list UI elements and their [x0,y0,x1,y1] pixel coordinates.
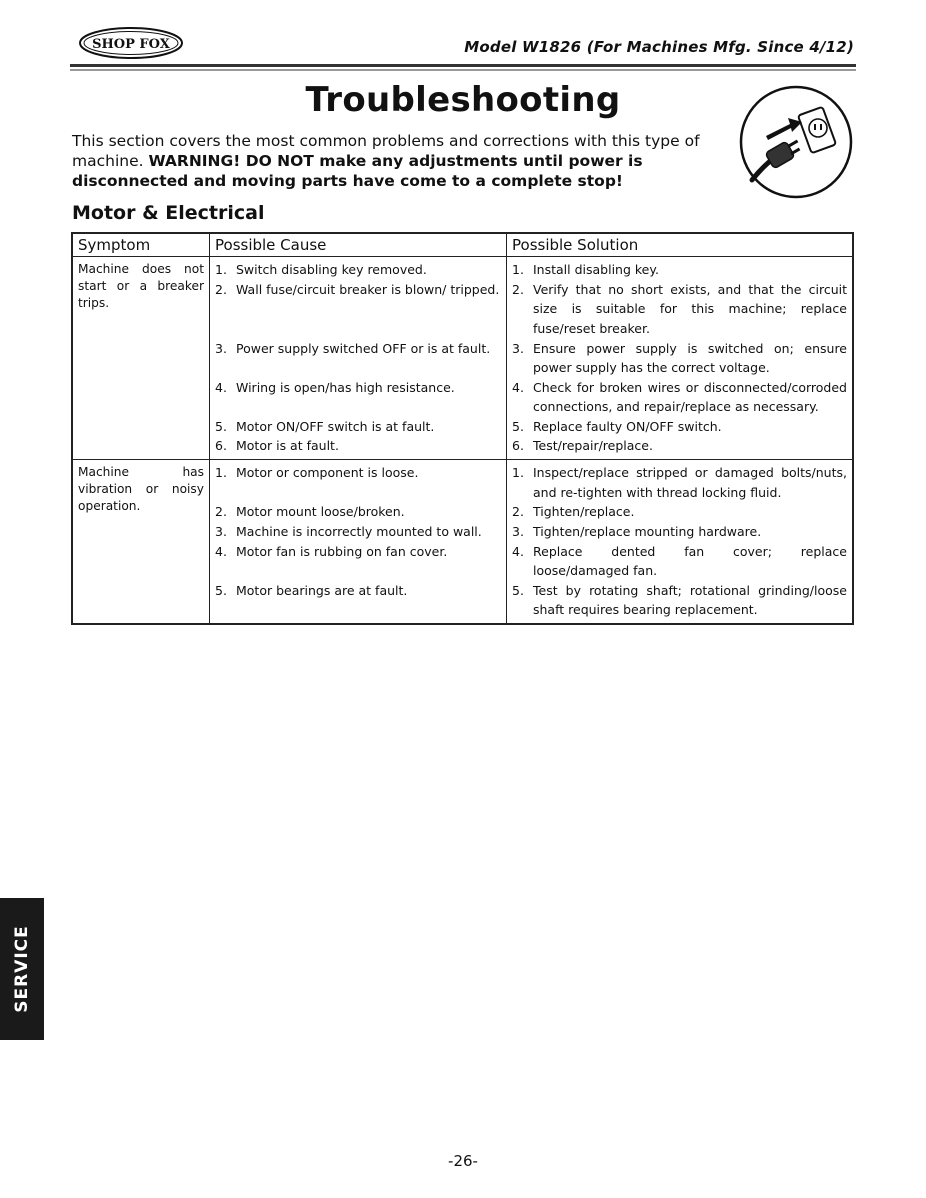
intro-warning: WARNING! DO NOT make any adjustments until power is disconnected and moving parts have come to a complete stop! [72,152,643,190]
solution-item: 4. Replace dented fan cover; replace loose/damaged fan. [512,543,847,579]
table-row [73,460,852,622]
intro-paragraph [72,131,732,191]
solution-item: 6. Test/repair/replace. [512,438,653,454]
symptom-cell: Machine has vibration or noisy operation. [73,460,210,622]
intro-text: This section covers the most common problems and corrections with this type of machine. [72,132,700,170]
troubleshooting-table [71,232,854,625]
cause-item: 4. Wiring is open/has high resistance. [215,379,455,395]
solution-item: 1. Inspect/replace stripped or damaged bolts/nuts, and re-tighten with thread locking fluid. [512,465,847,500]
service-side-tab [0,898,44,1040]
header-possible-solution: Possible Solution [512,236,639,254]
solution-item: 2. Verify that no short exists, and that the circuit size is suitable for this machine; replace fuse/reset breaker. [512,281,847,337]
symptom-cell: Machine does not start or a breaker trips. [73,257,210,459]
header-rule [70,64,856,67]
table-row [73,257,852,460]
model-label: Model W1826 (For Machines Mfg. Since 4/12) [464,38,854,56]
cause-item: 1. Switch disabling key removed. [215,262,427,277]
solution-item: 2. Tighten/replace. [512,504,635,520]
cause-item: 4. Motor fan is rubbing on fan cover. [215,543,448,559]
unplug-power-icon [738,84,854,200]
cause-item: 2. Motor mount loose/broken. [215,504,405,520]
solution-item: 3. Ensure power supply is switched on; ensure power supply has the correct voltage. [512,340,847,376]
cause-item: 1. Motor or component is loose. [215,465,419,481]
solution-item: 5. Replace faulty ON/OFF switch. [512,418,722,434]
cause-item: 3. Power supply switched OFF or is at fault. [215,340,491,356]
cause-cell [210,460,507,622]
cause-item: 6. Motor is at fault. [215,438,339,454]
solution-item: 4. Check for broken wires or disconnected/corroded connections, and repair/replace as necessary. [512,379,847,415]
side-tab-label: SERVICE [12,925,32,1013]
header-possible-cause: Possible Cause [210,234,507,256]
solution-item: 3. Tighten/replace mounting hardware. [512,523,762,539]
cause-item: 5. Motor ON/OFF switch is at fault. [215,418,435,434]
cause-cell [210,257,507,459]
section-title: Motor & Electrical [72,202,265,224]
cause-item: 5. Motor bearings are at fault. [215,582,408,598]
cause-item: 2. Wall fuse/circuit breaker is blown/ tripped. [215,281,500,297]
shop-fox-logo [78,26,184,60]
cause-item: 3. Machine is incorrectly mounted to wall. [215,523,482,539]
solution-item: 5. Test by rotating shaft; rotational grinding/loose shaft requires bearing replacement. [512,582,847,618]
header-symptom: Symptom [73,234,210,256]
solution-item: 1. Install disabling key. [512,262,659,277]
page-title: Troubleshooting [305,80,621,120]
page-number: -26- [448,1152,478,1170]
solution-cell [507,460,852,622]
svg-text:SHOP FOX: SHOP FOX [92,37,170,52]
header-rule-thin [70,69,856,71]
solution-cell [507,257,852,459]
table-header-row [73,234,852,257]
